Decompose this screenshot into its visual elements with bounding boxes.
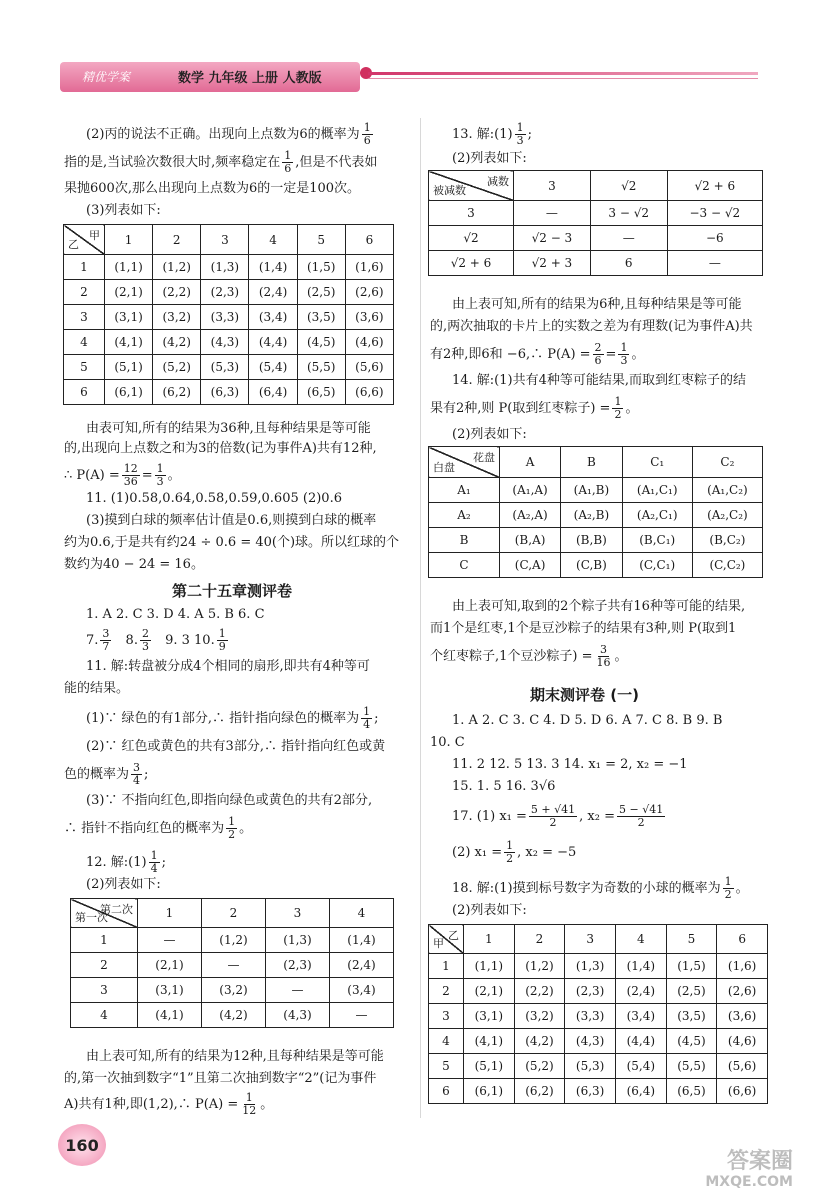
table-cell: (1,1)	[105, 255, 153, 280]
table-cell: (5,4)	[615, 1054, 666, 1079]
row-header: 3	[71, 978, 138, 1003]
row-header: 2	[71, 953, 138, 978]
corner-bottom-label: 被减数	[433, 184, 466, 197]
table-cell: (5,1)	[105, 355, 153, 380]
column-header: 2	[202, 899, 266, 928]
table-row	[64, 255, 394, 280]
column-header: 2	[514, 925, 565, 954]
table-cell: (6,1)	[105, 380, 153, 405]
table-cell: (6,4)	[249, 380, 297, 405]
column-header: 6	[345, 225, 393, 255]
table-cell: (2,6)	[345, 280, 393, 305]
table-cell: (1,2)	[202, 928, 266, 953]
corner-top-label: 第二次	[100, 903, 133, 916]
table-cell: (B,A)	[500, 528, 561, 553]
table-cell: √2 + 3	[514, 251, 591, 276]
column-header: 1	[138, 899, 202, 928]
table-cell: 3 − √2	[590, 201, 667, 226]
column-header: A	[500, 447, 561, 478]
right-line: 由上表可知,所有的结果为6种,且每种结果是等可能	[452, 297, 742, 312]
table-cell: (1,3)	[266, 928, 330, 953]
table-cell: (4,3)	[565, 1029, 616, 1054]
table-cell: (3,1)	[138, 978, 202, 1003]
corner-bottom-label: 白盘	[433, 461, 455, 474]
row-header: C	[429, 553, 500, 578]
column-header: 5	[666, 925, 717, 954]
table-cell: (2,3)	[565, 979, 616, 1004]
row-header: 1	[64, 255, 105, 280]
watermark	[705, 1150, 793, 1190]
table-row	[71, 953, 394, 978]
table-row	[64, 305, 394, 330]
table-cell: (5,6)	[345, 355, 393, 380]
column-header: 5	[297, 225, 345, 255]
column-header: 3	[266, 899, 330, 928]
corner-top-label: 甲	[89, 229, 100, 242]
right-line: (2) x₁ = $\frac{1}{2}$ , x₂ = −5	[452, 839, 577, 865]
column-header: √2	[590, 171, 667, 201]
table-cell: (A₂,C₁)	[622, 503, 692, 528]
row-header: 1	[71, 928, 138, 953]
draw-table	[70, 898, 394, 1028]
table-cell: (5,4)	[249, 355, 297, 380]
table-cell: —	[590, 226, 667, 251]
column-header: 1	[464, 925, 515, 954]
header-rule-thin	[368, 78, 758, 79]
table-cell: (5,5)	[666, 1054, 717, 1079]
table-cell: —	[330, 1003, 394, 1028]
corner-bottom-label: 乙	[68, 238, 79, 251]
table-row	[64, 280, 394, 305]
table-row	[429, 226, 763, 251]
table-cell: (C,B)	[561, 553, 622, 578]
table-cell: (C,C₁)	[622, 553, 692, 578]
row-header: 4	[71, 1003, 138, 1028]
table-cell: (6,3)	[201, 380, 249, 405]
table-row	[64, 380, 394, 405]
table-header-row	[64, 225, 394, 255]
table-cell: (6,3)	[565, 1079, 616, 1104]
table-cell: (3,2)	[202, 978, 266, 1003]
left-line: (3)摸到白球的频率估计值是0.6,则摸到白球的概率	[86, 513, 377, 528]
table-cell: (4,1)	[105, 330, 153, 355]
table-cell: (6,6)	[345, 380, 393, 405]
table-row	[429, 1054, 768, 1079]
table-cell: (2,4)	[615, 979, 666, 1004]
table-header-row	[429, 171, 763, 201]
header-rule	[368, 72, 758, 75]
table-cell: (2,5)	[297, 280, 345, 305]
left-line: 7. $\frac{3}{7}$ 8. $\frac{2}{3}$ 9. 3 10. $\frac{1}{9}$	[86, 627, 226, 653]
table-row	[429, 251, 763, 276]
row-header: 2	[429, 979, 464, 1004]
table-cell: (1,6)	[345, 255, 393, 280]
table-corner-cell	[64, 225, 105, 255]
right-line: (2)列表如下:	[452, 427, 527, 442]
table-cell: (4,6)	[717, 1029, 768, 1054]
left-line: 1. A 2. C 3. D 4. A 5. B 6. C	[86, 607, 265, 622]
column-header: C₁	[622, 447, 692, 478]
table-cell: (2,2)	[153, 280, 201, 305]
column-header: 2	[153, 225, 201, 255]
book-info: 数学 九年级 上册 人教版	[178, 71, 322, 86]
table-row	[429, 954, 768, 979]
left-line: ∴ P(A) = $\frac{12}{36}$ = $\frac{1}{3}$ 。	[64, 462, 181, 488]
row-header: 1	[429, 954, 464, 979]
table-cell: (2,1)	[464, 979, 515, 1004]
table-cell: (3,1)	[105, 305, 153, 330]
table-cell: (1,5)	[666, 954, 717, 979]
table-corner-cell	[429, 171, 514, 201]
column-header: C₂	[692, 447, 762, 478]
left-line: 12. 解:(1) $\frac{1}{4}$ ;	[86, 849, 166, 875]
table-header-row	[429, 447, 763, 478]
table-row	[429, 201, 763, 226]
left-line: 的,第一次抽到数字“1”且第二次抽到数字“2”(记为事件	[64, 1071, 377, 1086]
ball-table	[428, 924, 768, 1104]
table-corner-cell	[429, 447, 500, 478]
table-row	[429, 1029, 768, 1054]
table-cell: (4,5)	[666, 1029, 717, 1054]
left-line: (3)∵ 不指向红色,即指向绿色或黄色的共有2部分,	[86, 793, 373, 808]
table-cell: —	[266, 978, 330, 1003]
table-cell: (6,4)	[615, 1079, 666, 1104]
table-cell: (B,C₂)	[692, 528, 762, 553]
table-cell: (2,1)	[105, 280, 153, 305]
row-header: √2	[429, 226, 514, 251]
table-cell: (A₂,A)	[500, 503, 561, 528]
row-header: 6	[64, 380, 105, 405]
table-cell: (4,2)	[514, 1029, 565, 1054]
left-line: 果抛600次,那么出现向上点数为6的一定是100次。	[64, 181, 361, 196]
table-cell: (3,4)	[330, 978, 394, 1003]
table-cell: (6,5)	[297, 380, 345, 405]
logo-text: 精优学案	[82, 70, 131, 84]
table-cell: (B,C₁)	[622, 528, 692, 553]
left-line: 11. (1)0.58,0.64,0.58,0.59,0.605 (2)0.6	[86, 491, 342, 506]
table-cell: (4,3)	[266, 1003, 330, 1028]
row-header: 4	[429, 1029, 464, 1054]
row-header: 4	[64, 330, 105, 355]
column-header: 4	[615, 925, 666, 954]
table-row	[71, 1003, 394, 1028]
left-line: 的,出现向上点数之和为3的倍数(记为事件A)共有12种,	[64, 441, 377, 456]
table-cell: (4,4)	[249, 330, 297, 355]
table-cell: (6,5)	[666, 1079, 717, 1104]
table-cell: (A₁,A)	[500, 478, 561, 503]
table-cell: (1,2)	[514, 954, 565, 979]
right-line: 1. A 2. C 3. C 4. D 5. D 6. A 7. C 8. B 9. B	[452, 713, 723, 728]
left-line: (1)∵ 绿色的有1部分,∴ 指针指向绿色的概率为 $\frac{1}{4}$ ;	[86, 705, 379, 731]
table-cell: (4,2)	[202, 1003, 266, 1028]
table-cell: (3,2)	[514, 1004, 565, 1029]
table-cell: (4,5)	[297, 330, 345, 355]
table-cell: (3,3)	[201, 305, 249, 330]
difference-table	[428, 170, 763, 276]
right-line: 10. C	[430, 735, 465, 750]
corner-top-label: 减数	[487, 175, 509, 188]
row-header: B	[429, 528, 500, 553]
right-line: (2)列表如下:	[452, 151, 527, 166]
right-line: 个红枣粽子,1个豆沙粽子) = $\frac{3}{16}$ 。	[430, 643, 628, 669]
row-header: 5	[429, 1054, 464, 1079]
left-line: 指的是,当试验次数很大时,频率稳定在 $\frac{1}{6}$ ,但是不代表如	[64, 149, 378, 175]
table-cell: (1,4)	[330, 928, 394, 953]
table-cell: (A₁,C₁)	[622, 478, 692, 503]
section-title: 期末测评卷 (一)	[530, 686, 639, 704]
table-cell: (1,5)	[297, 255, 345, 280]
table-cell: (5,5)	[297, 355, 345, 380]
table-cell: (3,6)	[717, 1004, 768, 1029]
table-cell: (C,C₂)	[692, 553, 762, 578]
section-title: 第二十五章测评卷	[172, 582, 293, 600]
column-header: 3	[514, 171, 591, 201]
table-corner-cell	[71, 899, 138, 928]
right-line: 13. 解:(1) $\frac{1}{3}$ ;	[452, 121, 532, 147]
row-header: 3	[429, 201, 514, 226]
table-cell: 6	[590, 251, 667, 276]
table-cell: (3,1)	[464, 1004, 515, 1029]
table-cell: (6,2)	[153, 380, 201, 405]
table-cell: √2 − 3	[514, 226, 591, 251]
right-line: 18. 解:(1)摸到标号数字为奇数的小球的概率为 $\frac{1}{2}$ 。	[452, 875, 749, 901]
table-row	[429, 1004, 768, 1029]
table-cell: (1,3)	[565, 954, 616, 979]
table-cell: —	[138, 928, 202, 953]
table-cell: (A₁,C₂)	[692, 478, 762, 503]
table-cell: (2,3)	[266, 953, 330, 978]
table-row	[429, 528, 763, 553]
column-divider	[420, 118, 421, 1118]
corner-bottom-label: 甲	[433, 937, 444, 950]
sum-table	[63, 224, 394, 405]
table-cell: (5,6)	[717, 1054, 768, 1079]
row-header: 2	[64, 280, 105, 305]
table-cell: (1,4)	[249, 255, 297, 280]
table-cell: (6,6)	[717, 1079, 768, 1104]
right-line: 15. 1. 5 16. 3√6	[452, 779, 556, 794]
table-cell: (2,3)	[201, 280, 249, 305]
table-cell: (3,3)	[565, 1004, 616, 1029]
table-cell: (2,1)	[138, 953, 202, 978]
table-cell: (A₁,B)	[561, 478, 622, 503]
table-cell: (6,2)	[514, 1079, 565, 1104]
column-header: 3	[565, 925, 616, 954]
table-cell: (1,6)	[717, 954, 768, 979]
table-cell: (6,1)	[464, 1079, 515, 1104]
table-cell: (4,4)	[615, 1029, 666, 1054]
right-line: 的,两次抽取的卡片上的实数之差为有理数(记为事件A)共	[430, 319, 753, 334]
table-header-row	[71, 899, 394, 928]
table-row	[429, 553, 763, 578]
table-cell: (B,B)	[561, 528, 622, 553]
left-line: ∴ 指针不指向红色的概率为 $\frac{1}{2}$ 。	[64, 815, 253, 841]
table-cell: (2,6)	[717, 979, 768, 1004]
column-header: 4	[249, 225, 297, 255]
right-line: 由上表可知,取到的2个粽子共有16种等可能的结果,	[452, 599, 746, 614]
table-cell: (1,3)	[201, 255, 249, 280]
table-header-row	[429, 925, 768, 954]
table-row	[64, 355, 394, 380]
table-cell: —	[202, 953, 266, 978]
left-line: 由上表可知,所有的结果为12种,且每种结果是等可能	[86, 1049, 384, 1064]
table-row	[64, 330, 394, 355]
left-line: 数约为40 − 24 = 16。	[64, 557, 204, 572]
table-cell: (5,3)	[565, 1054, 616, 1079]
table-cell: (5,3)	[201, 355, 249, 380]
table-corner-cell	[429, 925, 464, 954]
table-cell: (5,2)	[514, 1054, 565, 1079]
table-row	[429, 478, 763, 503]
table-cell: —	[514, 201, 591, 226]
row-header: √2 + 6	[429, 251, 514, 276]
column-header: 6	[717, 925, 768, 954]
table-row	[429, 979, 768, 1004]
row-header: A₁	[429, 478, 500, 503]
corner-top-label: 花盘	[473, 451, 495, 464]
table-cell: (1,1)	[464, 954, 515, 979]
right-line: (2)列表如下:	[452, 903, 527, 918]
table-cell: (4,1)	[138, 1003, 202, 1028]
right-line: 11. 2 12. 5 13. 3 14. x₁ = 2, x₂ = −1	[452, 757, 688, 772]
right-line: 14. 解:(1)共有4种等可能结果,而取到红枣粽子的结	[452, 373, 747, 388]
left-line: 约为0.6,于是共有约24 ÷ 0.6 = 40(个)球。所以红球的个	[64, 535, 400, 550]
column-header: √2 + 6	[667, 171, 762, 201]
table-cell: (3,6)	[345, 305, 393, 330]
table-cell: (5,1)	[464, 1054, 515, 1079]
column-header: 1	[105, 225, 153, 255]
table-cell: (5,2)	[153, 355, 201, 380]
table-cell: (2,2)	[514, 979, 565, 1004]
left-line: (2)丙的说法不正确。出现向上点数为6的概率为 $\frac{1}{6}$	[86, 121, 371, 147]
table-cell: (2,5)	[666, 979, 717, 1004]
watermark-top: 答案圈	[726, 1149, 793, 1174]
table-cell: (3,4)	[615, 1004, 666, 1029]
table-cell: (4,1)	[464, 1029, 515, 1054]
column-header: 4	[330, 899, 394, 928]
table-cell: (2,4)	[249, 280, 297, 305]
left-line: 11. 解:转盘被分成4个相同的扇形,即共有4种等可	[86, 659, 370, 674]
right-line: 有2种,即6和 −6,∴ P(A) = $\frac{2}{6}$ = $\frac{1}{3}$ 。	[430, 341, 645, 367]
watermark-bottom: MXQE.COM	[705, 1174, 793, 1190]
column-header: B	[561, 447, 622, 478]
row-header: 3	[429, 1004, 464, 1029]
table-cell: —	[667, 251, 762, 276]
table-cell: (1,4)	[615, 954, 666, 979]
table-cell: (C,A)	[500, 553, 561, 578]
table-cell: (A₂,B)	[561, 503, 622, 528]
left-line: 由表可知,所有的结果为36种,且每种结果是等可能	[86, 421, 371, 436]
left-line: A)共有1种,即(1,2),∴ P(A) = $\frac{1}{12}$ 。	[64, 1091, 274, 1117]
table-cell: (2,4)	[330, 953, 394, 978]
dumpling-table	[428, 446, 763, 578]
left-line: (2)列表如下:	[86, 877, 161, 892]
table-row	[429, 1079, 768, 1104]
table-row	[71, 928, 394, 953]
row-header: 6	[429, 1079, 464, 1104]
row-header: 3	[64, 305, 105, 330]
column-header: 3	[201, 225, 249, 255]
left-line: 能的结果。	[64, 681, 130, 696]
table-cell: (1,2)	[153, 255, 201, 280]
table-cell: (3,4)	[249, 305, 297, 330]
table-cell: (A₂,C₂)	[692, 503, 762, 528]
table-cell: (3,2)	[153, 305, 201, 330]
right-line: 17. (1) x₁ = $\frac{5 + √41}{2}$ , x₂ = $\frac{5 - √41}{2}$	[452, 803, 664, 829]
corner-bottom-label: 第一次	[75, 911, 108, 924]
right-line: 而1个是红枣,1个是豆沙粽子的结果有3种,则 P(取到1	[430, 621, 737, 636]
table-cell: (3,5)	[666, 1004, 717, 1029]
page-number: 160	[58, 1124, 106, 1166]
table-cell: (3,5)	[297, 305, 345, 330]
right-line: 果有2种,则 P(取到红枣粽子) = $\frac{1}{2}$ 。	[430, 395, 639, 421]
table-cell: −3 − √2	[667, 201, 762, 226]
row-header: 5	[64, 355, 105, 380]
table-cell: (4,6)	[345, 330, 393, 355]
table-cell: −6	[667, 226, 762, 251]
left-line: 色的概率为 $\frac{3}{4}$ ;	[64, 761, 149, 787]
table-row	[71, 978, 394, 1003]
table-row	[429, 503, 763, 528]
row-header: A₂	[429, 503, 500, 528]
left-line: (3)列表如下:	[86, 203, 161, 218]
corner-top-label: 乙	[448, 929, 459, 942]
left-line: (2)∵ 红色或黄色的共有3部分,∴ 指针指向红色或黄	[86, 739, 386, 754]
table-cell: (4,3)	[201, 330, 249, 355]
table-cell: (4,2)	[153, 330, 201, 355]
